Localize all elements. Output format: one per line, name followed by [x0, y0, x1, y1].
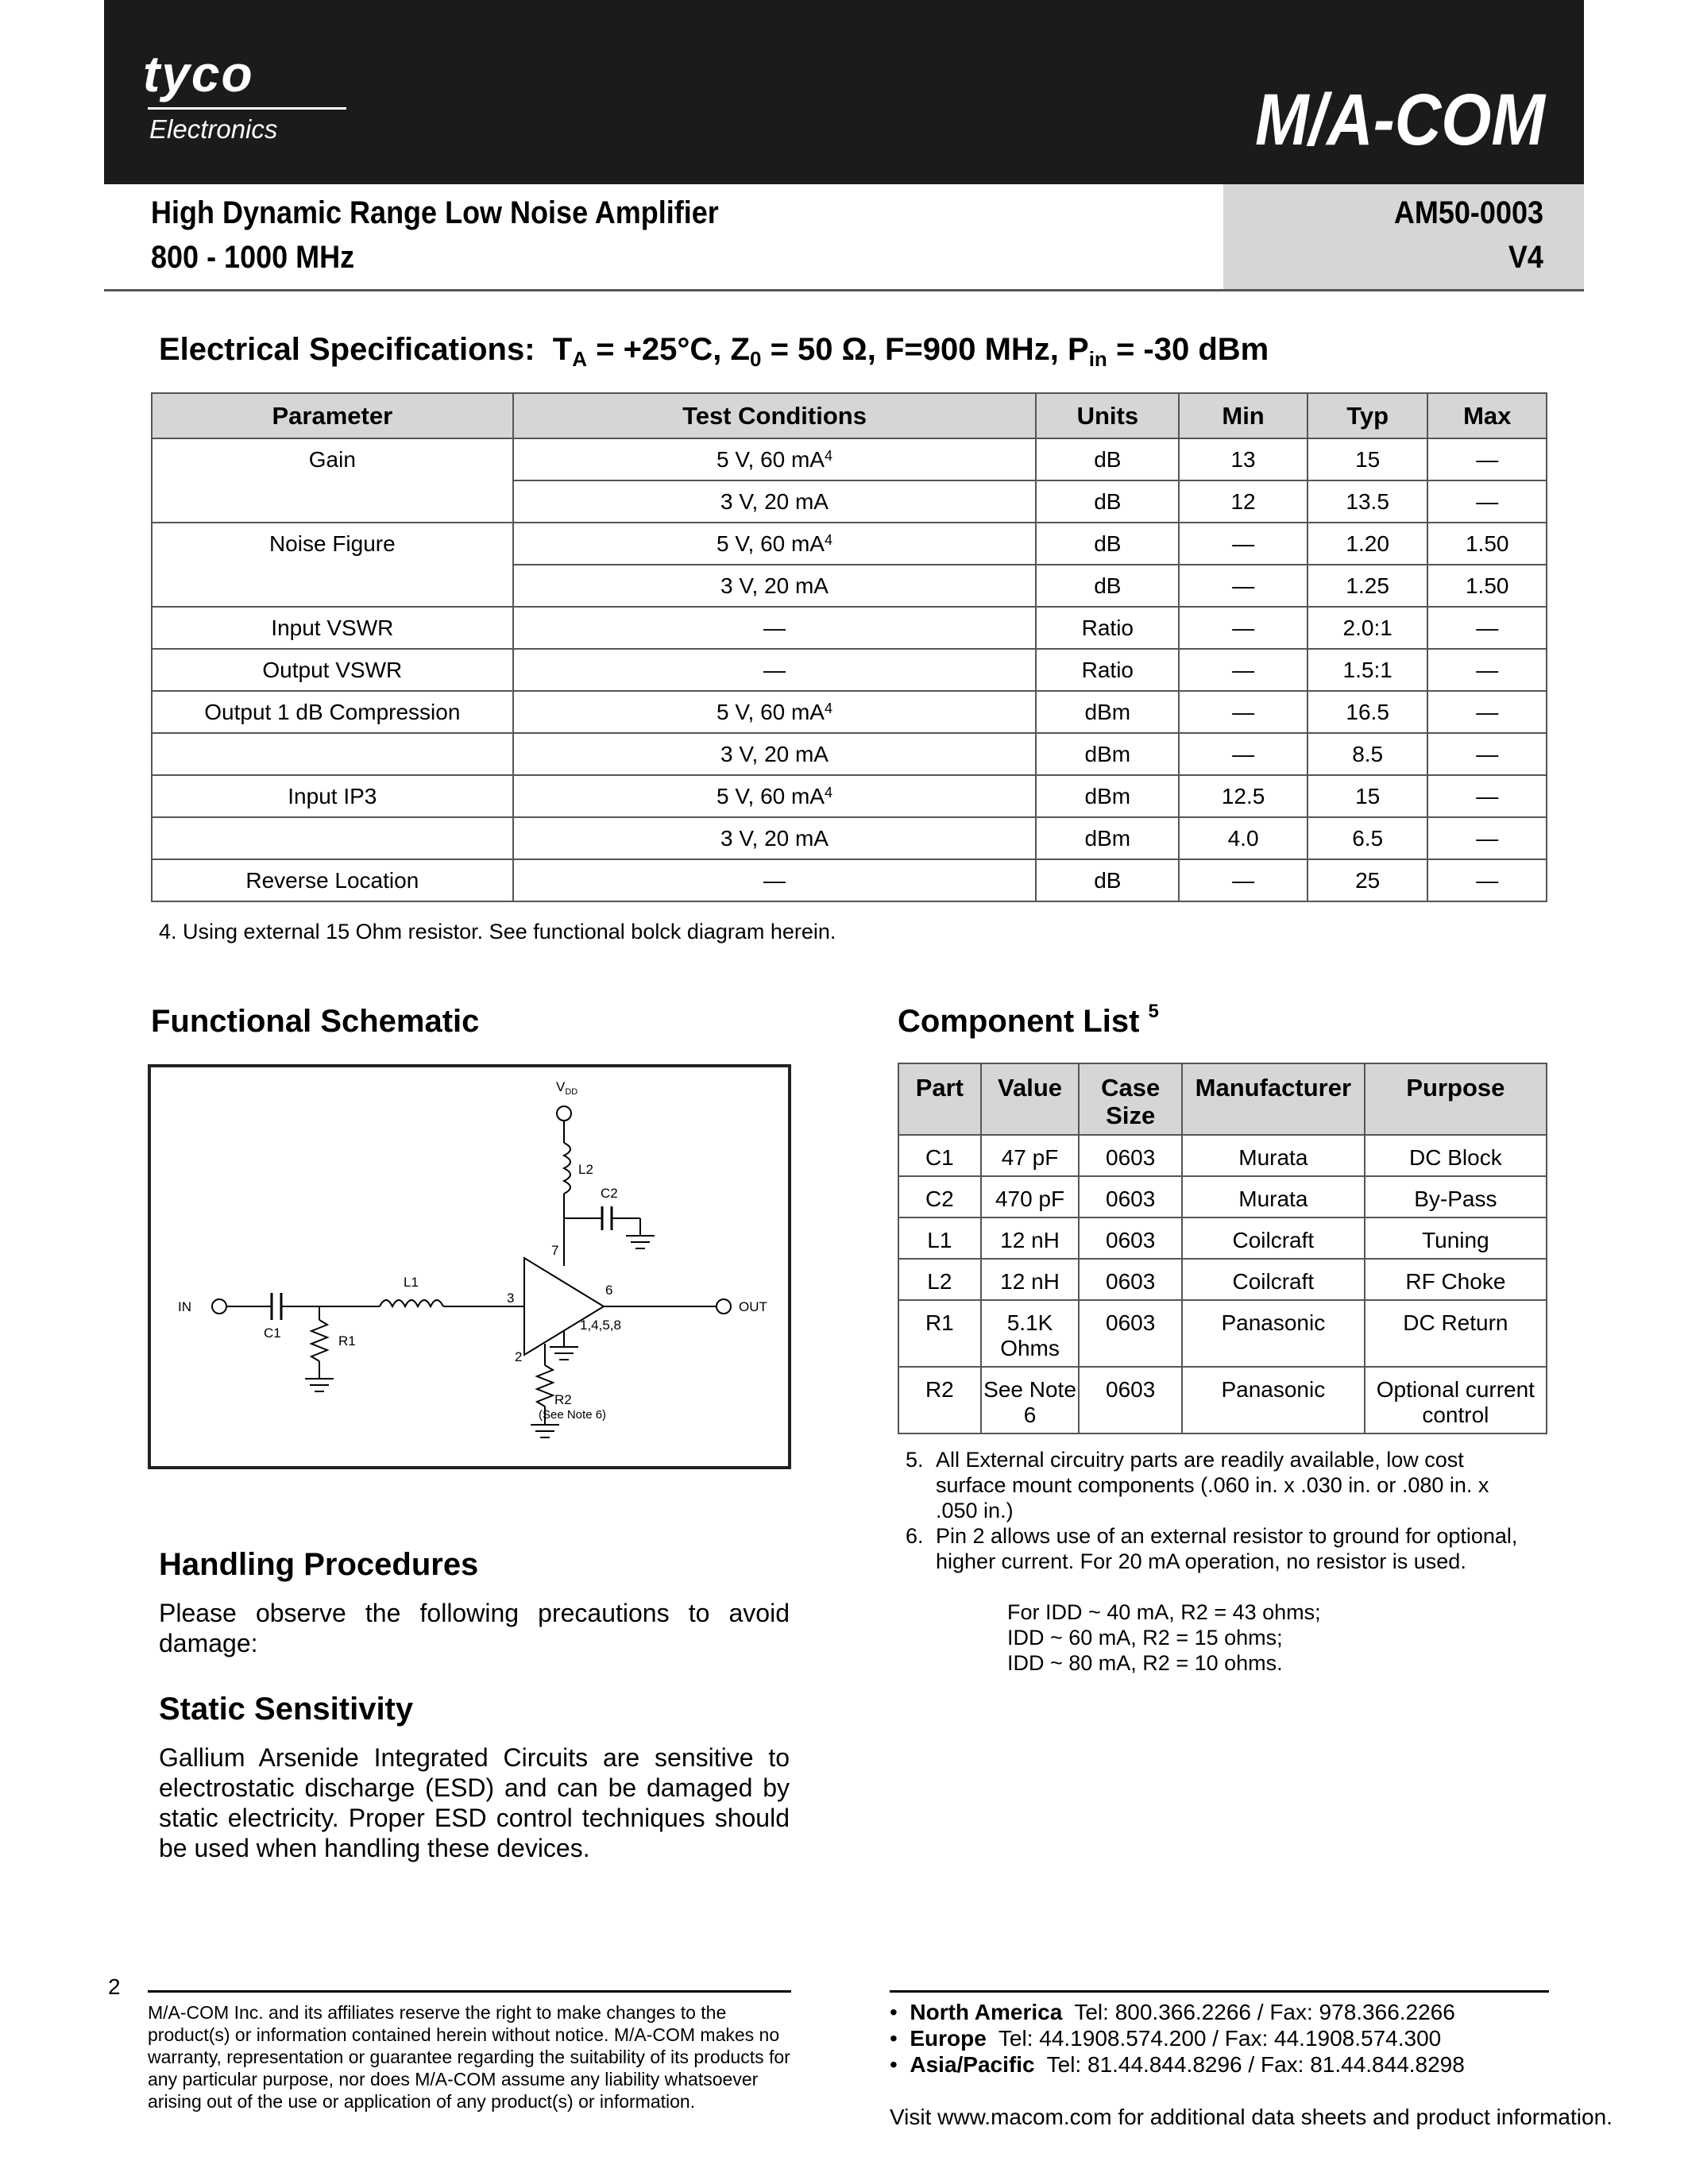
- table-row: [152, 607, 1547, 649]
- cell-part: L1: [898, 1217, 981, 1259]
- cell-typ: 8.5: [1308, 733, 1428, 775]
- col-header: Test Conditions: [513, 393, 1037, 438]
- cell-part: R1: [898, 1300, 981, 1367]
- label-l1: L1: [404, 1275, 419, 1290]
- label-pin7: 7: [551, 1243, 559, 1258]
- table-row: [152, 775, 1547, 817]
- cell-value: 5.1K Ohms: [981, 1300, 1080, 1367]
- cell-cond: 5 V, 60 $mA^4$: [513, 438, 1037, 480]
- label-pin6: 6: [605, 1283, 613, 1298]
- cell-typ: 15: [1308, 438, 1428, 480]
- cell-cond: 3 V, 20 mA: [513, 565, 1037, 607]
- cell-case: 0603: [1079, 1367, 1182, 1433]
- note-6-line: For IDD ~ 40 mA, R2 = 43 ohms;: [1007, 1600, 1321, 1624]
- cell-cond: —: [513, 649, 1037, 691]
- col-header: Parameter: [152, 393, 513, 438]
- cell-max: —: [1427, 859, 1547, 901]
- col-header: Min: [1179, 393, 1308, 438]
- cell-part: L2: [898, 1259, 981, 1300]
- cell-min: 13: [1179, 438, 1308, 480]
- col-header: Case Size: [1079, 1063, 1182, 1135]
- cell-max: —: [1427, 480, 1547, 523]
- table-row: [152, 438, 1547, 480]
- note-5-number: 5.: [906, 1448, 924, 1472]
- cell-param: [152, 733, 513, 775]
- component-list-heading: Component List $^5$: [898, 1001, 1159, 1039]
- table-row: [152, 817, 1547, 859]
- cell-max: 1.50: [1427, 565, 1547, 607]
- cell-max: 1.50: [1427, 523, 1547, 565]
- cell-cond: 3 V, 20 mA: [513, 480, 1037, 523]
- static-text: Gallium Arsenide Integrated Circuits are sensitive to electrostatic discharge (ESD) and can be damaged by static electricity. Proper ESD control techniques should be used when handling these devices.: [159, 1743, 790, 1862]
- col-header: Purpose: [1365, 1063, 1547, 1135]
- table-row: [898, 1217, 1547, 1259]
- cell-units: Ratio: [1036, 649, 1179, 691]
- cell-min: 12.5: [1179, 775, 1308, 817]
- cell-cond: 3 V, 20 mA: [513, 733, 1037, 775]
- cell-param: [152, 817, 513, 859]
- cell-param: Output 1 dB Compression: [152, 691, 513, 733]
- table-row: [152, 649, 1547, 691]
- cell-param: [152, 480, 513, 523]
- cell-mfr: Panasonic: [1182, 1300, 1365, 1367]
- r1-resistor: [311, 1320, 327, 1361]
- cell-purpose: DC Block: [1365, 1135, 1547, 1176]
- cell-cond: 5 V, 60 $mA^4$: [513, 691, 1037, 733]
- table-row: [152, 859, 1547, 901]
- cell-part: C2: [898, 1176, 981, 1217]
- cell-purpose: Tuning: [1365, 1217, 1547, 1259]
- out-terminal: [717, 1299, 731, 1314]
- cell-max: —: [1427, 775, 1547, 817]
- cell-param: Noise Figure: [152, 523, 513, 565]
- static-heading: Static Sensitivity: [159, 1692, 414, 1727]
- footer-rule-right: [890, 1990, 1549, 1993]
- label-pin3: 3: [507, 1291, 515, 1306]
- table-row: [898, 1176, 1547, 1217]
- label-in: IN: [178, 1299, 191, 1314]
- label-vdd: $V_{DD}$: [556, 1079, 578, 1097]
- title-rule: [104, 289, 1584, 291]
- handling-heading: Handling Procedures: [159, 1547, 479, 1582]
- cell-param: Reverse Location: [152, 859, 513, 901]
- cell-max: —: [1427, 607, 1547, 649]
- cell-value: 470 pF: [981, 1176, 1080, 1217]
- macom-logo: [1255, 73, 1549, 160]
- cell-max: —: [1427, 691, 1547, 733]
- cell-min: —: [1179, 691, 1308, 733]
- component-header-row: [898, 1063, 1547, 1135]
- cell-case: 0603: [1079, 1217, 1182, 1259]
- col-header: Typ: [1308, 393, 1428, 438]
- cell-part: C1: [898, 1135, 981, 1176]
- schematic-diagram: [151, 1067, 788, 1466]
- note-4: 4. Using external 15 Ohm resistor. See functional bolck diagram herein.: [159, 920, 836, 943]
- table-row: [898, 1367, 1547, 1433]
- cell-mfr: Murata: [1182, 1135, 1365, 1176]
- frequency-range: 800 - 1000 MHz: [151, 240, 355, 275]
- contact-north-america: • North America Tel: 800.366.2266 / Fax: 978.366.2266: [890, 2000, 1455, 2024]
- cell-units: Ratio: [1036, 607, 1179, 649]
- cell-case: 0603: [1079, 1135, 1182, 1176]
- cell-units: dBm: [1036, 817, 1179, 859]
- cell-min: 4.0: [1179, 817, 1308, 859]
- cell-mfr: Coilcraft: [1182, 1259, 1365, 1300]
- cell-units: dBm: [1036, 775, 1179, 817]
- tyco-logo-rule: [148, 107, 346, 110]
- note-6-line: IDD ~ 80 mA, R2 = 10 ohms.: [1007, 1651, 1283, 1675]
- cell-param: Gain: [152, 438, 513, 480]
- cell-max: —: [1427, 649, 1547, 691]
- tyco-logo-subtitle: Electronics: [149, 114, 278, 144]
- cell-case: 0603: [1079, 1300, 1182, 1367]
- cell-typ: 13.5: [1308, 480, 1428, 523]
- cell-mfr: Coilcraft: [1182, 1217, 1365, 1259]
- cell-value: 12 nH: [981, 1259, 1080, 1300]
- in-terminal: [212, 1299, 226, 1314]
- cell-param: [152, 565, 513, 607]
- cell-min: —: [1179, 733, 1308, 775]
- col-header: Value: [981, 1063, 1080, 1135]
- cell-param: Output VSWR: [152, 649, 513, 691]
- spec-heading: Electrical Specifications: $T_A = +25^\circ C$, $Z_0 = 50$ Ω, F=900 MHz, $P_{in} = -30$ dBm: [159, 332, 1269, 371]
- cell-typ: 1.20: [1308, 523, 1428, 565]
- component-table: [898, 1063, 1547, 1434]
- cell-mfr: Panasonic: [1182, 1367, 1365, 1433]
- cell-purpose: Optional current control: [1365, 1367, 1547, 1433]
- r2-resistor: [537, 1365, 553, 1406]
- tyco-logo: tyco: [143, 45, 254, 102]
- cell-min: —: [1179, 523, 1308, 565]
- cell-purpose: By-Pass: [1365, 1176, 1547, 1217]
- cell-units: dB: [1036, 565, 1179, 607]
- cell-typ: 2.0:1: [1308, 607, 1428, 649]
- cell-cond: 5 V, 60 $mA^4$: [513, 523, 1037, 565]
- l1-inductor: [380, 1300, 443, 1306]
- cell-max: —: [1427, 733, 1547, 775]
- version: V4: [1508, 240, 1543, 275]
- col-header: Units: [1036, 393, 1179, 438]
- col-header: Part: [898, 1063, 981, 1135]
- col-header: Manufacturer: [1182, 1063, 1365, 1135]
- cell-max: —: [1427, 438, 1547, 480]
- l2-inductor: [564, 1143, 570, 1194]
- cell-typ: 25: [1308, 859, 1428, 901]
- page-number: 2: [108, 1974, 121, 1999]
- part-number: AM50-0003: [1393, 195, 1543, 230]
- contact-europe: • Europe Tel: 44.1908.574.200 / Fax: 44.1908.574.300: [890, 2026, 1442, 2051]
- cell-min: —: [1179, 859, 1308, 901]
- cell-cond: 5 V, 60 $mA^4$: [513, 775, 1037, 817]
- table-row: [152, 733, 1547, 775]
- schematic-heading: Functional Schematic: [151, 1004, 480, 1039]
- table-row: [152, 480, 1547, 523]
- cell-value: See Note 6: [981, 1367, 1080, 1433]
- cell-case: 0603: [1079, 1176, 1182, 1217]
- cell-typ: 16.5: [1308, 691, 1428, 733]
- cell-units: dBm: [1036, 691, 1179, 733]
- cell-mfr: Murata: [1182, 1176, 1365, 1217]
- cell-min: —: [1179, 607, 1308, 649]
- cell-units: dB: [1036, 438, 1179, 480]
- table-row: [152, 691, 1547, 733]
- table-row: [152, 565, 1547, 607]
- label-r2-note: (See Note 6): [539, 1408, 607, 1422]
- cell-typ: 1.25: [1308, 565, 1428, 607]
- note-6-number: 6.: [906, 1524, 924, 1548]
- table-row: [152, 523, 1547, 565]
- label-l2: L2: [578, 1162, 593, 1177]
- note-6-line: IDD ~ 60 mA, R2 = 15 ohms;: [1007, 1626, 1283, 1650]
- cell-value: 47 pF: [981, 1135, 1080, 1176]
- cell-purpose: RF Choke: [1365, 1259, 1547, 1300]
- spec-table: [151, 392, 1547, 902]
- vdd-terminal: [557, 1106, 571, 1121]
- label-r2: R2: [554, 1392, 572, 1407]
- spec-header-row: [152, 393, 1547, 438]
- cell-min: 12: [1179, 480, 1308, 523]
- macom-logo-text: M/A-COM: [1255, 79, 1547, 160]
- cell-units: dB: [1036, 859, 1179, 901]
- cell-min: —: [1179, 565, 1308, 607]
- product-title: High Dynamic Range Low Noise Amplifier: [151, 195, 719, 230]
- label-out: OUT: [739, 1299, 767, 1314]
- label-c2: C2: [601, 1186, 618, 1201]
- contact-asia-pacific: • Asia/Pacific Tel: 81.44.844.8296 / Fax: 81.44.844.8298: [890, 2052, 1465, 2077]
- table-row: [898, 1259, 1547, 1300]
- label-gnd-pins: 1,4,5,8: [580, 1318, 621, 1333]
- cell-max: —: [1427, 817, 1547, 859]
- cell-part: R2: [898, 1367, 981, 1433]
- note-6: Pin 2 allows use of an external resistor to ground for optional, higher current. For 20 mA operation, no resistor is used.: [936, 1524, 1518, 1573]
- cell-units: dB: [1036, 523, 1179, 565]
- cell-units: dB: [1036, 480, 1179, 523]
- col-header: Max: [1427, 393, 1547, 438]
- footer-rule-left: [148, 1990, 791, 1993]
- cell-typ: 1.5:1: [1308, 649, 1428, 691]
- label-r1: R1: [338, 1333, 356, 1349]
- visit-line: Visit www.macom.com for additional data sheets and product information.: [890, 2105, 1613, 2129]
- handling-text: Please observe the following precautions to avoid damage:: [159, 1599, 790, 1657]
- cell-param: Input IP3: [152, 775, 513, 817]
- cell-units: dBm: [1036, 733, 1179, 775]
- cell-case: 0603: [1079, 1259, 1182, 1300]
- cell-cond: —: [513, 607, 1037, 649]
- note-5: All External circuitry parts are readily available, low cost surface mount components (.060 in. x .030 in. or .080 in. x .050 in.): [936, 1448, 1489, 1522]
- cell-purpose: DC Return: [1365, 1300, 1547, 1367]
- disclaimer: M/A-COM Inc. and its affiliates reserve the right to make changes to the product(s) or information contained herein without notice. M/A-COM makes no warranty, representation or guarantee regarding the suitability of its products for any particular purpose, nor does M/A-COM assume any liability whatsoever arising out of the use or application of any product(s) or information.: [148, 2002, 790, 2112]
- table-row: [898, 1135, 1547, 1176]
- cell-value: 12 nH: [981, 1217, 1080, 1259]
- cell-typ: 6.5: [1308, 817, 1428, 859]
- cell-cond: —: [513, 859, 1037, 901]
- table-row: [898, 1300, 1547, 1367]
- cell-typ: 15: [1308, 775, 1428, 817]
- label-pin2: 2: [515, 1349, 523, 1364]
- cell-cond: 3 V, 20 mA: [513, 817, 1037, 859]
- label-c1: C1: [264, 1325, 281, 1341]
- cell-min: —: [1179, 649, 1308, 691]
- cell-param: Input VSWR: [152, 607, 513, 649]
